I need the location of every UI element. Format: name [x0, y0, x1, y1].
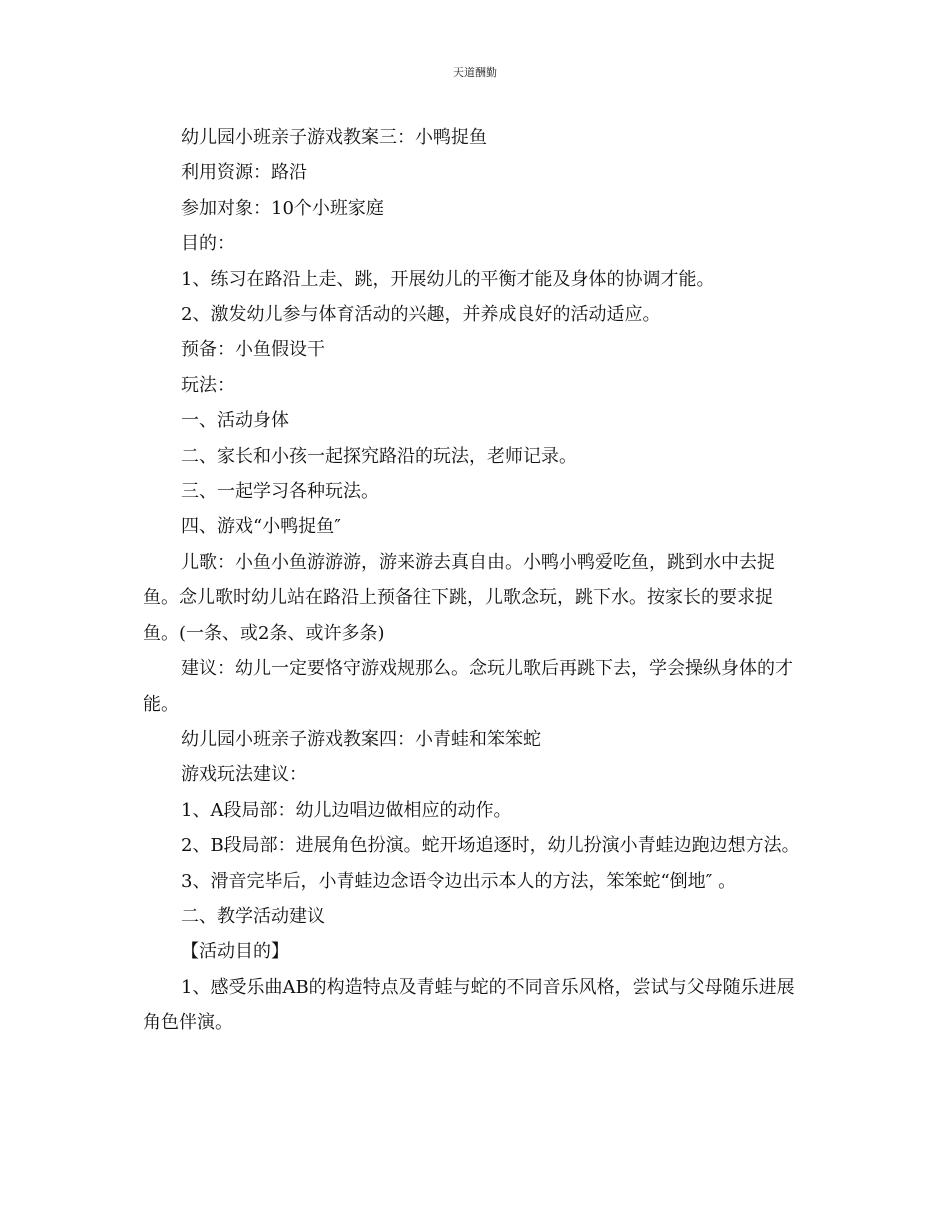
teaching-suggestion-heading: 二、教学活动建议: [181, 905, 325, 927]
method-step-3: 三、一起学习各种玩法。: [181, 481, 379, 503]
game-suggestion-heading: 游戏玩法建议：: [181, 764, 307, 786]
suggestion-paragraph: 建议：幼儿一定要恪守游戏规那么。念玩儿歌后再跳下去，学会操纵身体的才能。: [143, 658, 793, 715]
activity-goal-1: 1、感受乐曲AB的构造特点及青蛙与蛇的不同音乐风格，尝试与父母随乐进展角色伴演。: [143, 976, 795, 1034]
method-step-4: 四、游戏“小鸭捉鱼″: [181, 516, 341, 538]
game-suggestion-3: 3、滑音完毕后，小青蛙边念语令边出示本人的方法，笨笨蛇“倒地″ 。: [181, 870, 737, 892]
section-title-three: 幼儿园小班亲子游戏教案三：小鸭捉鱼: [181, 127, 487, 148]
document-body: [143, 120, 803, 1041]
game-suggestion-2: 2、B段局部：进展角色扮演。蛇开场追逐时，幼儿扮演小青蛙边跑边想方法。: [181, 835, 800, 857]
goal-item-2: 2、激发幼儿参与体育活动的兴趣，并养成良好的活动适应。: [181, 304, 661, 326]
activity-goal-heading: 【活动目的】: [181, 941, 289, 963]
goal-item-1: 1、练习在路沿上走、跳，开展幼儿的平衡才能及身体的协调才能。: [181, 268, 715, 290]
section-title-four: 幼儿园小班亲子游戏教案四：小青蛙和笨笨蛇: [181, 728, 541, 750]
goal-heading: 目的：: [181, 233, 235, 255]
method-step-1: 一、活动身体: [181, 410, 289, 432]
method-step-2: 二、家长和小孩一起探究路沿的玩法，老师记录。: [181, 445, 577, 467]
participants-line: 参加对象：10个小班家庭: [181, 197, 384, 219]
preparation-line: 预备：小鱼假设干: [181, 339, 325, 361]
page-header: 天道酬勤: [453, 66, 497, 79]
method-heading: 玩法：: [181, 374, 235, 396]
game-suggestion-1: 1、A段局部：幼儿边唱边做相应的动作。: [181, 799, 512, 821]
resource-line: 利用资源：路沿: [181, 162, 307, 184]
nursery-rhyme-paragraph: 儿歌：小鱼小鱼游游游，游来游去真自由。小鸭小鸭爱吃鱼，跳到水中去捉鱼。念儿歌时幼儿站在路沿上预备往下跳，儿歌念玩，跳下水。按家长的要求捉鱼。(一条、或2条、或许多条): [143, 551, 775, 644]
